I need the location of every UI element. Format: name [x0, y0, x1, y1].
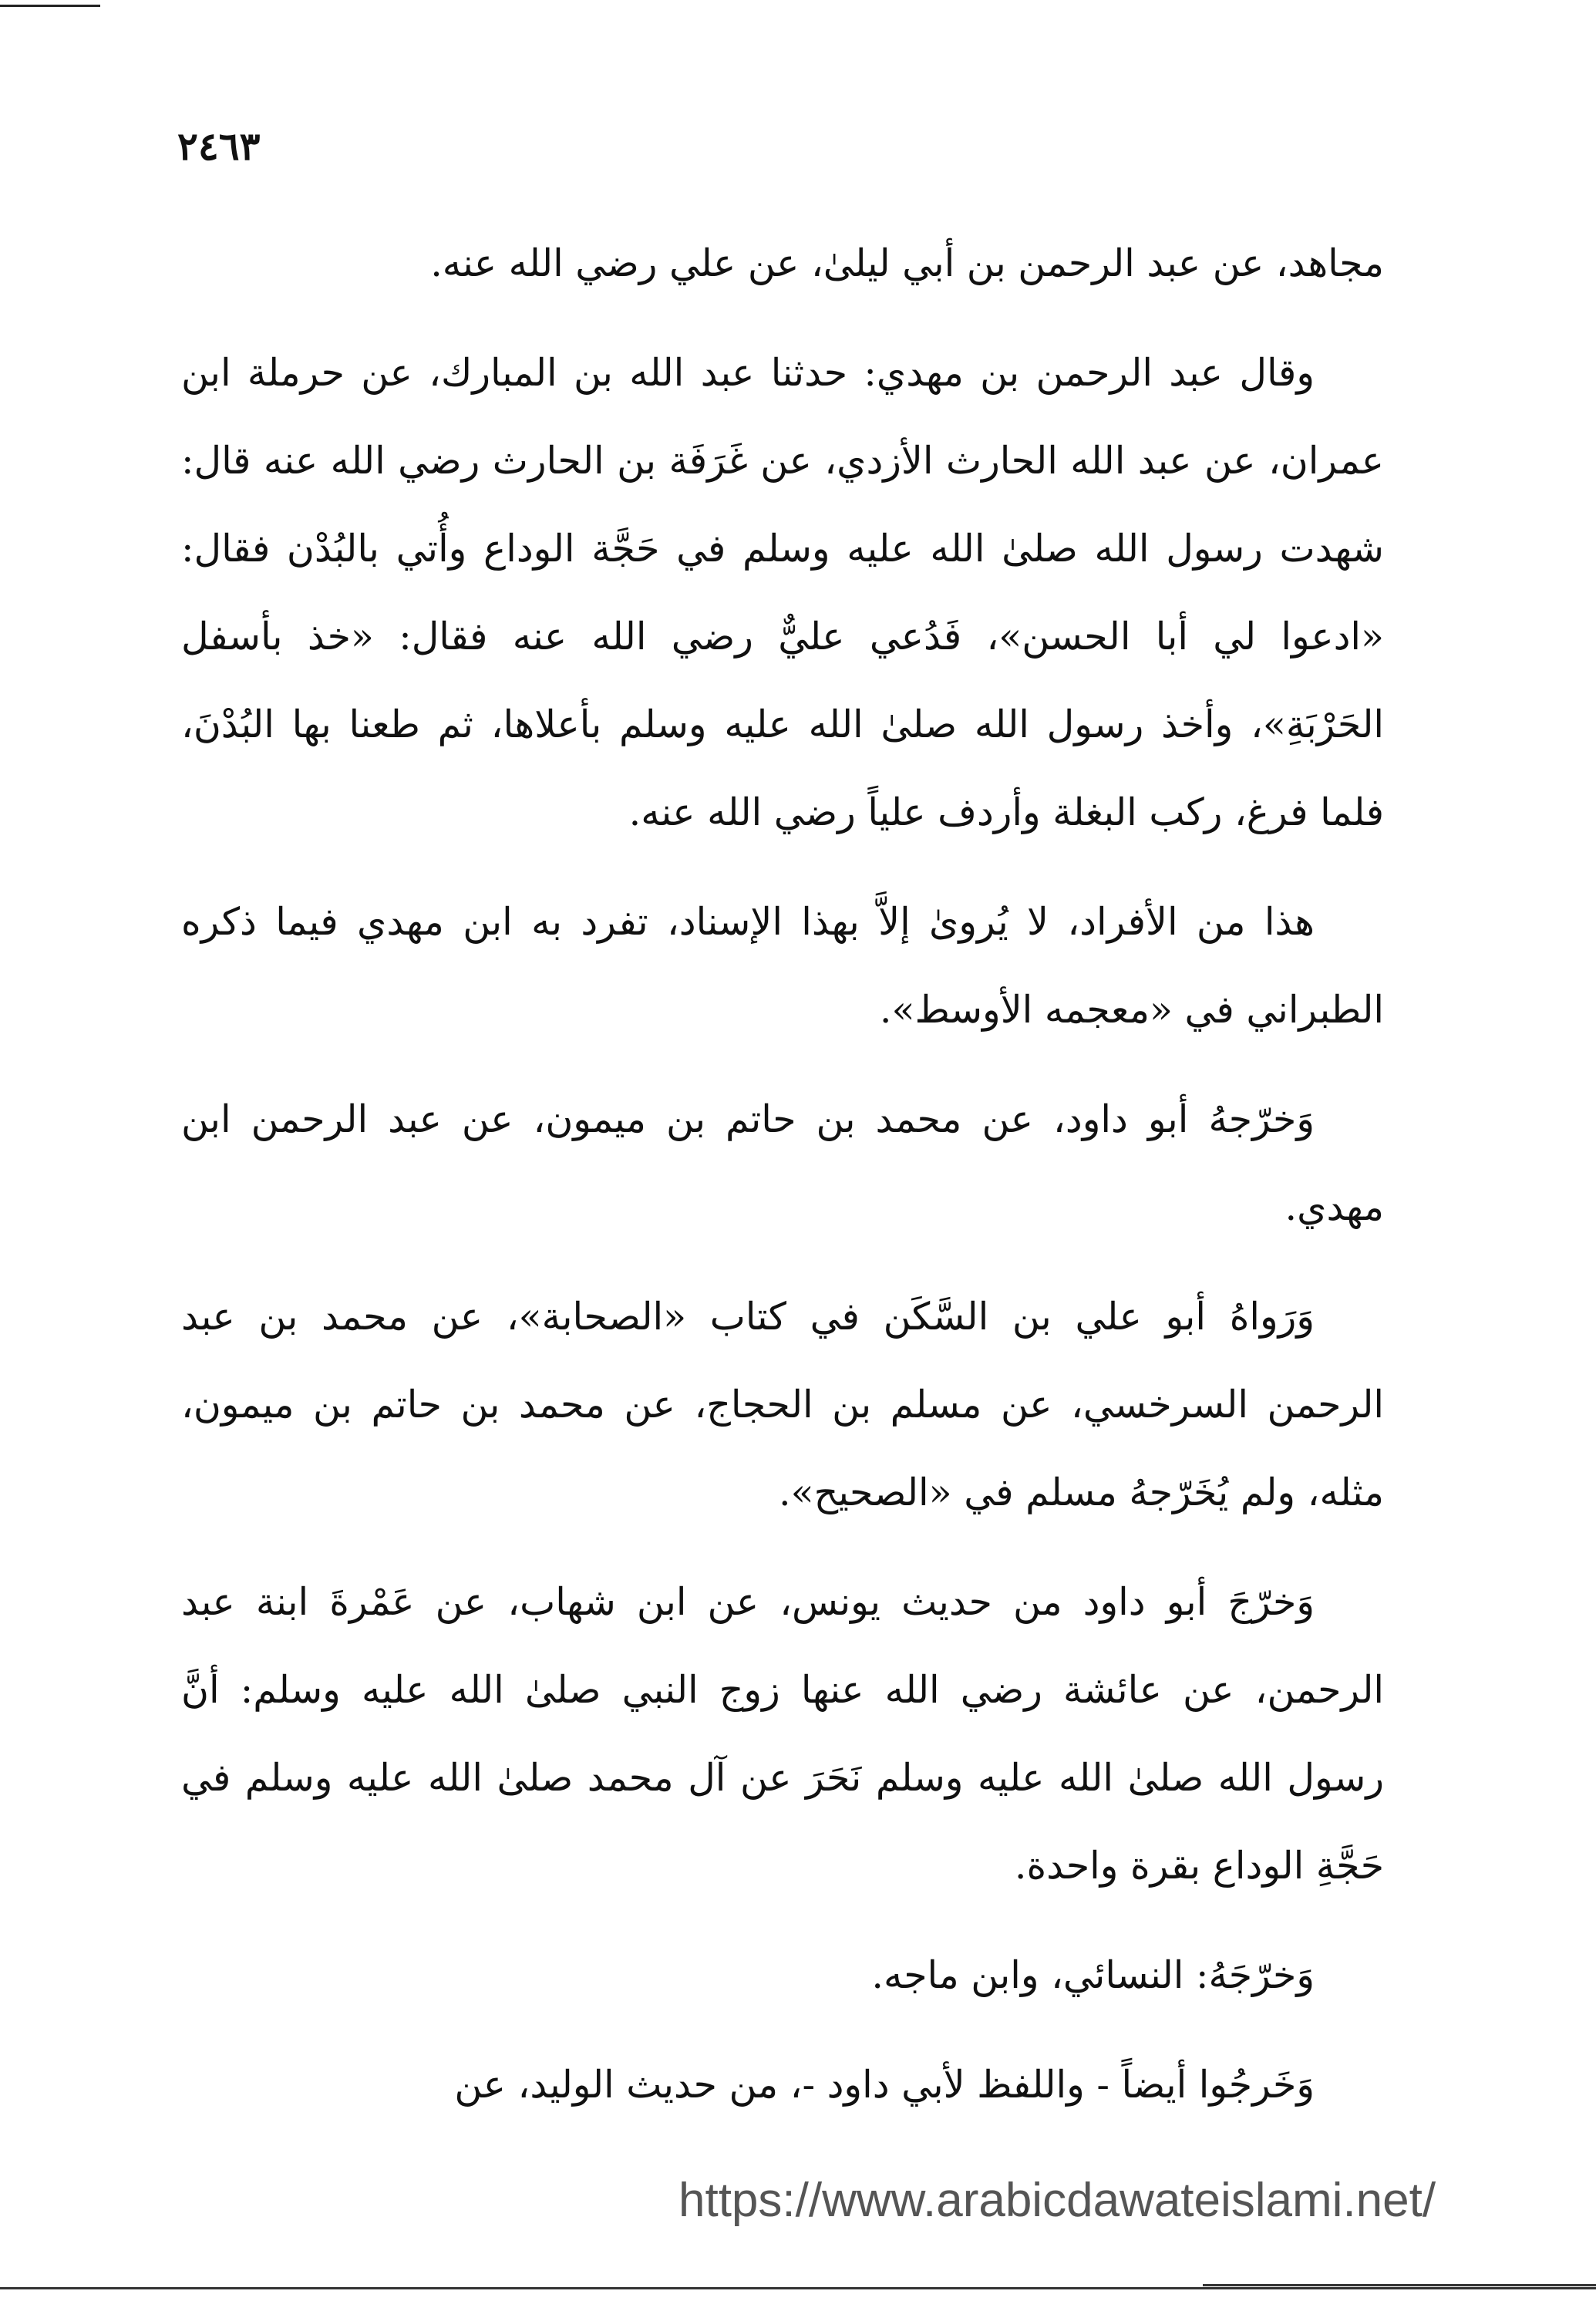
bottom-rule: [0, 2287, 1596, 2289]
bottom-rule-upper: [1203, 2284, 1596, 2286]
page-body: [181, 220, 1384, 2129]
paragraph-nasai: وَخرّجَهُ: النسائي، وابن ماجه.: [871, 1953, 1315, 1997]
footer-url: https://www.arabicdawateislami.net/: [678, 2174, 1436, 2227]
paragraph-hadith-narration: وقال عبد الرحمن بن مهدي: حدثنا عبد الله بن المبارك، عن حرملة ابن عمران، عن عبد الله الحارث الأزدي، عن غَرَفَة بن الحارث رضي الله عنه قال: شهدت رسول الله صلىٰ الله عليه وسلم في حَجَّة الوداع وأُتي بالبُدْن فقال: «ادعوا لي أبا الحسن»، فَدُعي عليٌّ رضي الله عنه فقال: «خذ بأسفل الحَرْبَةِ»، وأخذ رسول الله صلىٰ الله عليه وسلم بأعلاها، ثم طعنا بها البُدْنَ، فلما فرغ، ركب البغلة وأردف علياً رضي الله عنه.: [181, 351, 1384, 834]
paragraph-aisha-hadith: وَخرّجَ أبو داود من حديث يونس، عن ابن شهاب، عن عَمْرةَ ابنة عبد الرحمن، عن عائشة رضي الله عنها زوج النبي صلىٰ الله عليه وسلم: أنَّ رسول الله صلىٰ الله عليه وسلم نَحَرَ عن آل محمد صلىٰ الله عليه وسلم في حَجَّةِ الوداع بقرة واحدة.: [181, 1580, 1384, 1888]
paragraph-continuation: مجاهد، عن عبد الرحمن بن أبي ليلىٰ، عن علي رضي الله عنه.: [430, 241, 1384, 285]
paragraph-ibn-sakan: وَرَواهُ أبو علي بن السَّكَن في كتاب «الصحابة»، عن محمد بن عبد الرحمن السرخسي، عن مسلم بن الحجاج، عن محمد بن حاتم بن ميمون، مثله، ولم يُخَرّجهُ مسلم في «الصحيح».: [181, 1295, 1384, 1514]
paragraph-walid: وَخَرجُوا أيضاً - واللفظ لأبي داود -، من حديث الوليد، عن: [454, 2063, 1315, 2107]
paragraph-abu-dawud: وَخرّجهُ أبو داود، عن محمد بن حاتم بن ميمون، عن عبد الرحمن ابن مهدي.: [181, 1097, 1384, 1229]
top-rule: [0, 5, 100, 7]
page-number: ٢٤٦٣: [177, 123, 261, 169]
paragraph-afrad-note: هذا من الأفراد، لا يُروىٰ إلاَّ بهذا الإسناد، تفرد به ابن مهدي فيما ذكره الطبراني في «معجمه الأوسط».: [181, 900, 1384, 1032]
